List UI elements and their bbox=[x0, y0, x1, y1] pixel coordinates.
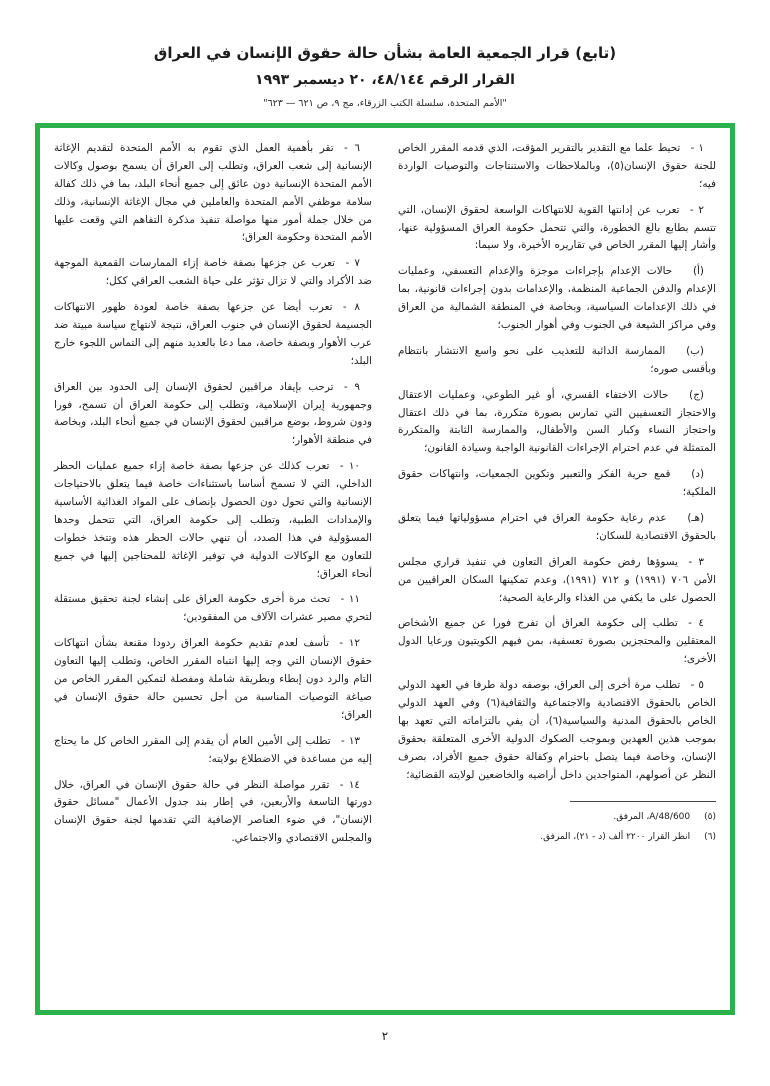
paragraph: ٣ - يسوؤها رفض حكومة العراق التعاون في تنفيذ قراري مجلس الأمن ٧٠٦ (١٩٩١) و ٧١٢ (١٩٩١)، وعدم تمكينها السكان العراقيين من الحصول على ما يكفي من الغذاء والرعاية الصحية؛ bbox=[398, 555, 717, 604]
footnote-separator bbox=[570, 801, 716, 802]
document-title: (تابع) قرار الجمعية العامة بشأن حالة حقوق الإنسان في العراق bbox=[153, 44, 617, 62]
paragraph: (أ) حالات الإعدام بإجراءات موجزة والإعدام التعسفي، وعمليات الإعدام والدفن الجماعية المنظمة، والإعدامات بدون إجراءات قانونية، بما في ذلك الإعدامات السياسية، وبخاصة في المنطقة الشمالية من العراق وفي مراكز الشيعة في الجنوب وفي أهوار الجنوب؛ bbox=[398, 265, 716, 332]
paragraph: ٥ - تطلب مرة أخرى إلى العراق، بوصفه دولة طرفا في العهد الدولي الخاص بالحقوق الاقتصادية والاجتماعية والثقافية(٦) وفي العهد الدولي الخاص بالحقوق المدنية والسياسية(٦)، أن يفي بالتزاماته التي تعهد بها بموجب هذين العهدين وبموجب الصكوك الدولية الأخرى المتعلقة بحقوق الإنسان، وخاصة فيما يتصل باحترام وكفالة حقوق جميع الأفراد، بصرف النظر عن أصولهم، المتواجدين داخل أراضيه والخاضعين لولايته القضائية؛ bbox=[398, 679, 716, 781]
paragraph: ٧ - تعرب عن جزعها بصفة خاصة إزاء الممارسات القمعية الموجهة ضد الأكراد والتي لا تزال تؤثر على حياة الشعب العراقي ككل؛ bbox=[54, 257, 372, 288]
paragraph: ١ - تحيط علما مع التقدير بالتقرير المؤقت، الذي قدمه المقرر الخاص للجنة حقوق الإنسان(٥)، وبالملاحظات والاستنتاجات والتوصيات الواردة فيه؛ bbox=[398, 142, 716, 190]
paragraph: ٦ - تقر بأهمية العمل الذي تقوم به الأمم المتحدة لتقديم الإغاثة الإنسانية إلى شعب العراق، وتطلب إلى العراق أن يسمح بوصول وكالات الأمم المتحدة الإنسانية دون عائق إلى جميع أنحاء البلد، بما في ذلك كفالة سلامة موظفي الأمم المتحدة والعاملين في مجال الإغاثة الإنسانية، وذلك من خلال جملة أمور منها مواصلة تنفيذ مذكرة التفاهم التي وقعت عليها الأمم المتحدة وحكومة العراق؛ bbox=[54, 142, 372, 244]
paragraph: ٨ - تعرب أيضا عن جزعها بصفة خاصة لعودة ظهور الانتهاكات الجسيمة لحقوق الإنسان في جنوب العراق، نتيجة لانتهاج سياسة مبيتة ضد عرب الأهوار وبصفة خاصة، مما دعا بالعديد منهم إلى التماس اللجوء خارج البلد؛ bbox=[54, 301, 372, 367]
footnotes bbox=[398, 810, 716, 846]
resolution-number-date: القرار الرقم ٤٨/١٤٤، ٢٠ ديسمبر ١٩٩٣ bbox=[255, 72, 515, 88]
paragraph: ١١ - تحث مرة أخرى حكومة العراق على إنشاء لجنة تحقيق مستقلة لتحري مصير عشرات الآلاف من المفقودين؛ bbox=[54, 593, 372, 624]
footnote bbox=[398, 810, 716, 825]
right-column-paragraphs bbox=[398, 140, 716, 785]
paragraph: ٢ - تعرب عن إدانتها القوية للانتهاكات الواسعة لحقوق الإنسان، التي تتسم بطابع بالغ الخطورة، والتي تتحمل حكومة العراق المسؤولية عنها، وأشار إليها المقرر الخاص في تقاريره الأخيرة، ولا سيما: bbox=[398, 203, 716, 252]
left-column-paragraphs bbox=[54, 140, 372, 848]
paragraph: ١٤ - تقرر مواصلة النظر في حالة حقوق الإنسان في العراق، خلال دورتها التاسعة والأربعين، في إطار بند جدول الأعمال "مسائل حقوق الإنسان"، في ضوء العناصر الإضافية التي تقدمها لجنة حقوق الإنسان والمجلس الاقتصادي والاجتماعي. bbox=[54, 778, 372, 845]
footnote-marker: (٥) bbox=[704, 811, 716, 822]
paragraph: (ب) الممارسة الدائبة للتعذيب على نحو واسع الانتشار بانتظام وبأقسى صوره؛ bbox=[398, 344, 716, 375]
footnote-text: A/48/600، المرفق. bbox=[613, 811, 691, 822]
paragraph: ٤ - تطلب إلى حكومة العراق أن تفرج فورا عن جميع الأشخاص المعتقلين والمحتجزين بصورة تعسفية، بمن فيهم الكويتيون ورعايا الدول الأخرى؛ bbox=[398, 617, 716, 666]
paragraph: (ج) حالات الاختفاء القسري، أو غير الطوعي، وعمليات الاعتقال والاحتجاز التعسفيين التي تمارس بصورة متكررة، بما في ذلك اعتقال واحتجاز النساء وكبار السن والأطفال، والممارسة الثابتة والمتكررة المتمثلة في عدم احترام الإجراءات القانونية الواجبة وسيادة القانون؛ bbox=[398, 388, 716, 455]
green-border-content-box bbox=[35, 123, 735, 1015]
left-column bbox=[54, 140, 372, 1000]
source-citation: "الأمم المتحدة، سلسلة الكتب الزرقاء، مج ٩، ص ٦٢١ — ٦٢٣" bbox=[263, 98, 507, 109]
paragraph: ١٢ - تأسف لعدم تقديم حكومة العراق ردودا مقنعة بشأن انتهاكات حقوق الإنسان التي وجه إليها انتباه المقرر الخاص، وتطلب إليها التعاون التام والرد دون إبطاء وبطريقة شاملة ومفصلة لتمكين المقرر الخاص من صياغة التوصيات المناسبة من أجل تحسين حالة حقوق الإنسان في العراق؛ bbox=[54, 637, 372, 721]
footnote-marker: (٦) bbox=[704, 831, 716, 842]
footnote bbox=[398, 830, 716, 845]
paragraph: ١٠ - تعرب كذلك عن جزعها بصفة خاصة إزاء جميع عمليات الحظر الداخلي، التي لا تسمح أساسا باستثناءات خاصة فيما يتعلق بالاحتياجات الإنسانية والتي تحول دون الحصول بإنصاف على المواد الغذائية الأساسية والإمدادات الطبية، وتطلب إلى حكومة العراق، التي تتحمل وحدها المسؤولية في هذا الصدد، أن تنهي حالات الحظر هذه وتتخذ خطوات للتعاون مع الوكالات الدولية في توفير الإغاثة للمحتاجين إليها في جميع أنحاء العراق؛ bbox=[54, 460, 372, 580]
document-header bbox=[0, 44, 770, 109]
right-column bbox=[398, 140, 716, 1000]
paragraph: (هـ) عدم رعاية حكومة العراق في احترام مسؤولياتها فيما يتعلق بالحقوق الاقتصادية للسكان؛ bbox=[398, 512, 716, 542]
paragraph: ٩ - ترحب بإيفاد مراقبين لحقوق الإنسان إلى الحدود بين العراق وجمهورية إيران الإسلامية، وتطلب إلى حكومة العراق أن تسمح، فورا ودون شروط، بوضع مراقبين لحقوق الإنسان في جميع أنحاء البلد، وبخاصة في منطقة الأهوار؛ bbox=[54, 380, 372, 447]
footnote-text: انظر القرار ٢٢٠٠ ألف (د - ٢١)، المرفق. bbox=[540, 831, 691, 842]
paragraph: ١٣ - تطلب إلى الأمين العام أن يقدم إلى المقرر الخاص كل ما يحتاج إليه من مساعدة في الاضطلاع بولايته؛ bbox=[54, 734, 372, 765]
paragraph: (د) قمع حرية الفكر والتعبير وتكوين الجمعيات، وانتهاكات حقوق الملكية؛ bbox=[398, 468, 716, 499]
page-number: ٢ bbox=[381, 1029, 389, 1043]
